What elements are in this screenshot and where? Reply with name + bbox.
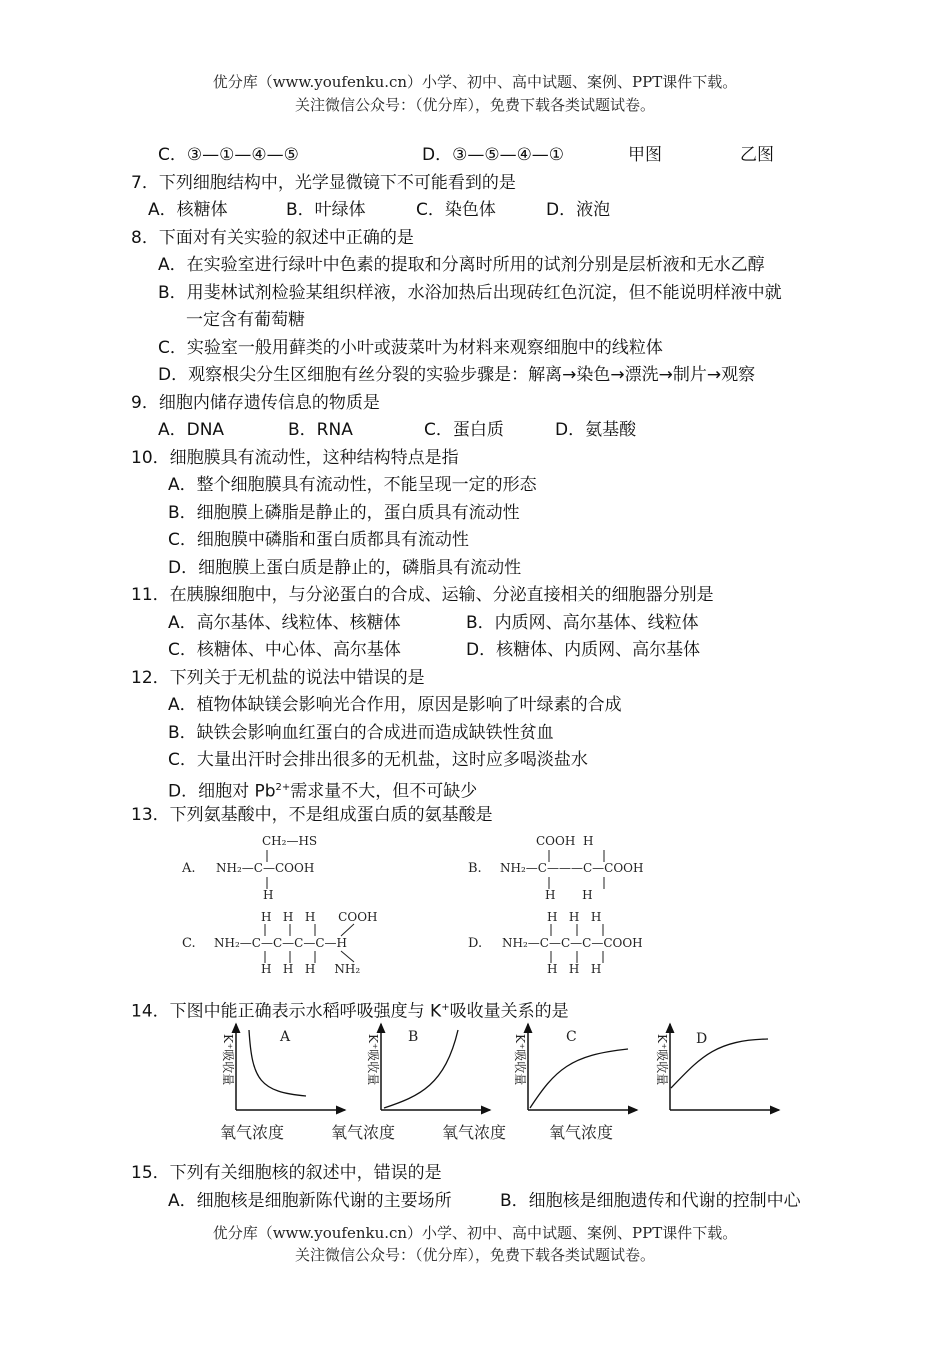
q14-graph-c	[513, 1024, 637, 1110]
q13-c-bottom: H H H NH₂	[261, 962, 361, 976]
q14-xlabel-b: 氧气浓度	[331, 1123, 396, 1142]
q13-a-r-group: CH₂—HS	[262, 834, 318, 848]
q14-curve-b	[384, 1030, 458, 1108]
q7-stem: 7．下列细胞结构中，光学显微镜下不可能看到的是	[131, 173, 516, 193]
q8-option-c: C．实验室一般用藓类的小叶或菠菜叶为材料来观察细胞中的线粒体	[158, 338, 663, 358]
q14-graph-a	[221, 1024, 345, 1110]
q13-stem: 13．下列氨基酸中，不是组成蛋白质的氨基酸是	[131, 805, 493, 825]
q15-option-a: A．细胞核是细胞新陈代谢的主要场所	[168, 1191, 452, 1211]
q13-d-label: D.	[468, 936, 483, 951]
q14-graph-d	[655, 1024, 779, 1110]
q7-option-b: B．叶绿体	[286, 200, 366, 220]
q14-xlabel-c: 氧气浓度	[442, 1123, 507, 1142]
q15-stem: 15．下列有关细胞核的叙述中，错误的是	[131, 1163, 442, 1183]
q14-ylabel-b: K⁺吸收量	[366, 1034, 380, 1086]
q9-option-d: D．氨基酸	[555, 420, 637, 440]
q6-figure-1-label: 甲图	[628, 145, 662, 165]
q14-ylabel-d: K⁺吸收量	[655, 1034, 669, 1086]
q7-option-d: D．液泡	[546, 200, 611, 220]
q9-option-b: B．RNA	[288, 420, 353, 440]
q13-b-label: B.	[468, 861, 482, 876]
q9-stem: 9．细胞内储存遗传信息的物质是	[131, 393, 380, 413]
q13-c-main-chain: NH₂—C—C—C—C—H	[214, 936, 347, 950]
q13-b-main-chain: NH₂—C———C—COOH	[500, 861, 644, 875]
q13-c-top: H H H COOH	[261, 910, 378, 924]
q14-panel-c-label: C	[566, 1029, 577, 1045]
q14-ylabel-a: K⁺吸收量	[221, 1034, 235, 1086]
q14-panel-a-label: A	[280, 1029, 291, 1045]
q11-option-b: B．内质网、高尔基体、线粒体	[466, 613, 699, 633]
q11-option-d: D．核糖体、内质网、高尔基体	[466, 640, 701, 660]
q12-option-d-superscript: 2+	[275, 782, 291, 793]
q9-option-a: A．DNA	[158, 420, 225, 440]
q14-curve-c	[530, 1049, 628, 1108]
q13-a-h: H	[263, 888, 274, 902]
q8-option-a: A．在实验室进行绿叶中色素的提取和分离时所用的试剂分别是层析液和无水乙醇	[158, 255, 765, 275]
q14-ylabel-c: K⁺吸收量	[513, 1034, 527, 1086]
q11-option-c: C．核糖体、中心体、高尔基体	[168, 640, 401, 660]
q14-stem	[131, 996, 569, 1024]
footer-line-1: 优分库（www.youfenku.cn）小学、初中、高中试题、案例、PPT课件下载。	[212, 1224, 738, 1242]
q13-d-bottom: H H H	[547, 962, 602, 976]
q10-option-b: B．细胞膜上磷脂是静止的，蛋白质具有流动性	[168, 503, 520, 523]
q14-panel-b-label: B	[408, 1029, 419, 1045]
q6-figure-2-label: 乙图	[740, 145, 774, 165]
q12-option-d-post: 需求量不大，但不可缺少	[290, 781, 478, 802]
q15-option-b: B．细胞核是细胞遗传和代谢的控制中心	[500, 1191, 801, 1211]
q10-option-c: C．细胞膜中磷脂和蛋白质都具有流动性	[168, 530, 469, 550]
q6-option-d: D．③—⑤—④—①	[422, 145, 565, 165]
q13-b-bottom: H H	[545, 888, 593, 902]
q12-option-d	[168, 776, 477, 804]
q11-option-a: A．高尔基体、线粒体、核糖体	[168, 613, 401, 633]
q8-option-b-line-2: 一定含有葡萄糖	[186, 310, 305, 330]
q7-option-c: C．染色体	[416, 200, 496, 220]
q8-option-b-line-1: B．用斐林试剂检验某组织样液，水浴加热后出现砖红色沉淀，但不能说明样液中就	[158, 283, 782, 303]
q13-a-label: A.	[182, 861, 196, 876]
q11-stem: 11．在胰腺细胞中，与分泌蛋白的合成、运输、分泌直接相关的细胞器分别是	[131, 585, 714, 605]
q13-c-label: C.	[182, 936, 196, 951]
q7-option-a: A．核糖体	[148, 200, 228, 220]
q6-option-c: C．③—①—④—⑤	[158, 145, 299, 165]
q10-option-a: A．整个细胞膜具有流动性，不能呈现一定的形态	[168, 475, 537, 495]
q13-a-main-chain: NH₂—C—COOH	[216, 861, 315, 875]
q14-stem-superscript: +	[441, 1002, 450, 1013]
q13-b-top: COOH H	[536, 834, 594, 848]
header-line-2: 关注微信公众号：（优分库），免费下载各类试题试卷。	[294, 96, 655, 114]
q12-option-d-pre: D．细胞对 Pb	[168, 781, 276, 802]
q13-d-main-chain: NH₂—C—C—C—COOH	[502, 936, 643, 950]
q8-option-d: D．观察根尖分生区细胞有丝分裂的实验步骤是：解离→染色→漂洗→制片→观察	[158, 365, 756, 385]
q14-curve-d	[671, 1039, 768, 1088]
q14-xlabel-a: 氧气浓度	[220, 1123, 285, 1142]
q14-curve-a	[249, 1030, 306, 1096]
q14-panel-d-label: D	[696, 1031, 708, 1047]
q9-option-c: C．蛋白质	[424, 420, 504, 440]
q12-option-c: C．大量出汗时会排出很多的无机盐，这时应多喝淡盐水	[168, 750, 588, 770]
q13-d-top: H H H	[547, 910, 602, 924]
q10-stem: 10．细胞膜具有流动性，这种结构特点是指	[131, 448, 459, 468]
header-line-1: 优分库（www.youfenku.cn）小学、初中、高中试题、案例、PPT课件下载。	[212, 73, 738, 91]
q14-stem-post: 吸收量关系的是	[449, 1001, 569, 1022]
q12-option-a: A．植物体缺镁会影响光合作用，原因是影响了叶绿素的合成	[168, 695, 622, 715]
q14-xlabel-d: 氧气浓度	[549, 1123, 614, 1142]
q12-stem: 12．下列关于无机盐的说法中错误的是	[131, 668, 425, 688]
q14-stem-pre: 14．下图中能正确表示水稻呼吸强度与 K	[131, 1001, 442, 1022]
q8-stem: 8．下面对有关实验的叙述中正确的是	[131, 228, 414, 248]
q14-graph-b	[366, 1024, 490, 1110]
q12-option-b: B．缺铁会影响血红蛋白的合成进而造成缺铁性贫血	[168, 723, 554, 743]
footer-line-2: 关注微信公众号：（优分库），免费下载各类试题试卷。	[294, 1246, 655, 1264]
q10-option-d: D．细胞膜上蛋白质是静止的，磷脂具有流动性	[168, 558, 522, 578]
